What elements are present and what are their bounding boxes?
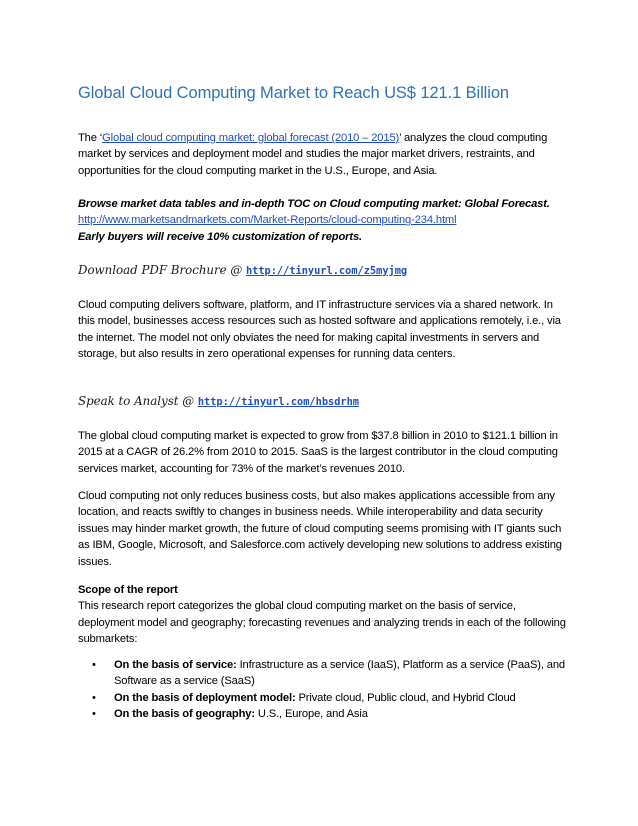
- scope-section: [78, 582, 568, 648]
- download-brochure-line: [78, 263, 407, 277]
- list-item: [78, 690, 568, 706]
- speak-analyst-label: Speak to Analyst @: [78, 394, 198, 408]
- benefits-paragraph: Cloud computing not only reduces business costs, but also makes applications accessible from any location, and reacts swiftly to changes in business needs. While interoperability and data security issues may hinder market growth, the future of cloud computing seems promising with IT giants such as IBM, Google, Microsoft, and Salesforce.com actively developing new solutions to address existing issues.: [78, 490, 562, 568]
- bullet-icon: •: [92, 659, 96, 671]
- scope-heading: Scope of the report: [78, 584, 178, 596]
- list-item-label: On the basis of service:: [114, 659, 237, 671]
- list-item: [78, 706, 568, 722]
- list-item-label: On the basis of deployment model:: [114, 691, 296, 704]
- download-brochure-link[interactable]: http://tinyurl.com/z5myjmg: [245, 265, 408, 277]
- list-item-text: Infrastructure as a service (IaaS), Platform as a service (PaaS), and Software as a service (SaaS): [114, 659, 565, 688]
- early-buyers-text: Early buyers will receive 10% customization of reports.: [78, 230, 362, 243]
- report-url-link[interactable]: http://www.marketsandmarkets.com/Market-Reports/cloud-computing-234.html: [78, 214, 457, 227]
- intro-paragraph: [78, 130, 568, 179]
- page-title: Global Cloud Computing Market to Reach US$ 121.1 Billion: [78, 84, 509, 102]
- submarket-list: [78, 657, 568, 723]
- browse-block: [78, 196, 568, 245]
- intro-prefix: The ‘: [78, 132, 103, 144]
- bullet-icon: •: [92, 691, 96, 704]
- market-growth-paragraph: The global cloud computing market is expected to grow from $37.8 billion in 2010 to $121.1 billion in 2015 at a CAGR of 26.2% from 2010 to 2015. SaaS is the largest contributor in the cloud computing services market, accounting for 73% of the market’s revenues 2010.: [78, 430, 558, 475]
- browse-toc-text: Browse market data tables and in-depth TOC on Cloud computing market: Global Forecast.: [78, 198, 550, 210]
- overview-paragraph: Cloud computing delivers software, platform, and IT infrastructure services via a shared network. In this model, businesses access resources such as hosted software and applications remotely, i.e., via the internet. The model not only obviates the need for making capital investments in servers and storage, but also results in zero operational expenses for running data centers.: [78, 299, 561, 361]
- bullet-icon: •: [92, 708, 96, 721]
- list-item-label: On the basis of geography:: [114, 708, 255, 721]
- report-title-link[interactable]: Global cloud computing market: global forecast (2010 – 2015): [102, 132, 400, 144]
- scope-text: This research report categorizes the global cloud computing market on the basis of service, deployment model and geography; forecasting revenues and analyzing trends in each of the following submarkets:: [78, 600, 566, 646]
- speak-analyst-link[interactable]: http://tinyurl.com/hbsdrhm: [197, 396, 360, 408]
- speak-analyst-line: [78, 394, 359, 408]
- download-brochure-label: Download PDF Brochure @: [78, 263, 246, 277]
- intro-suffix: ’ analyzes the cloud computing market by services and deployment model and studies the major market drivers, restraints, and opportunities for the cloud computing market in the U.S., Europe, and Asia.: [78, 132, 548, 177]
- list-item-text: Private cloud, Public cloud, and Hybrid Cloud: [295, 691, 516, 704]
- list-item: [78, 657, 568, 690]
- list-item-text: U.S., Europe, and Asia: [254, 708, 368, 721]
